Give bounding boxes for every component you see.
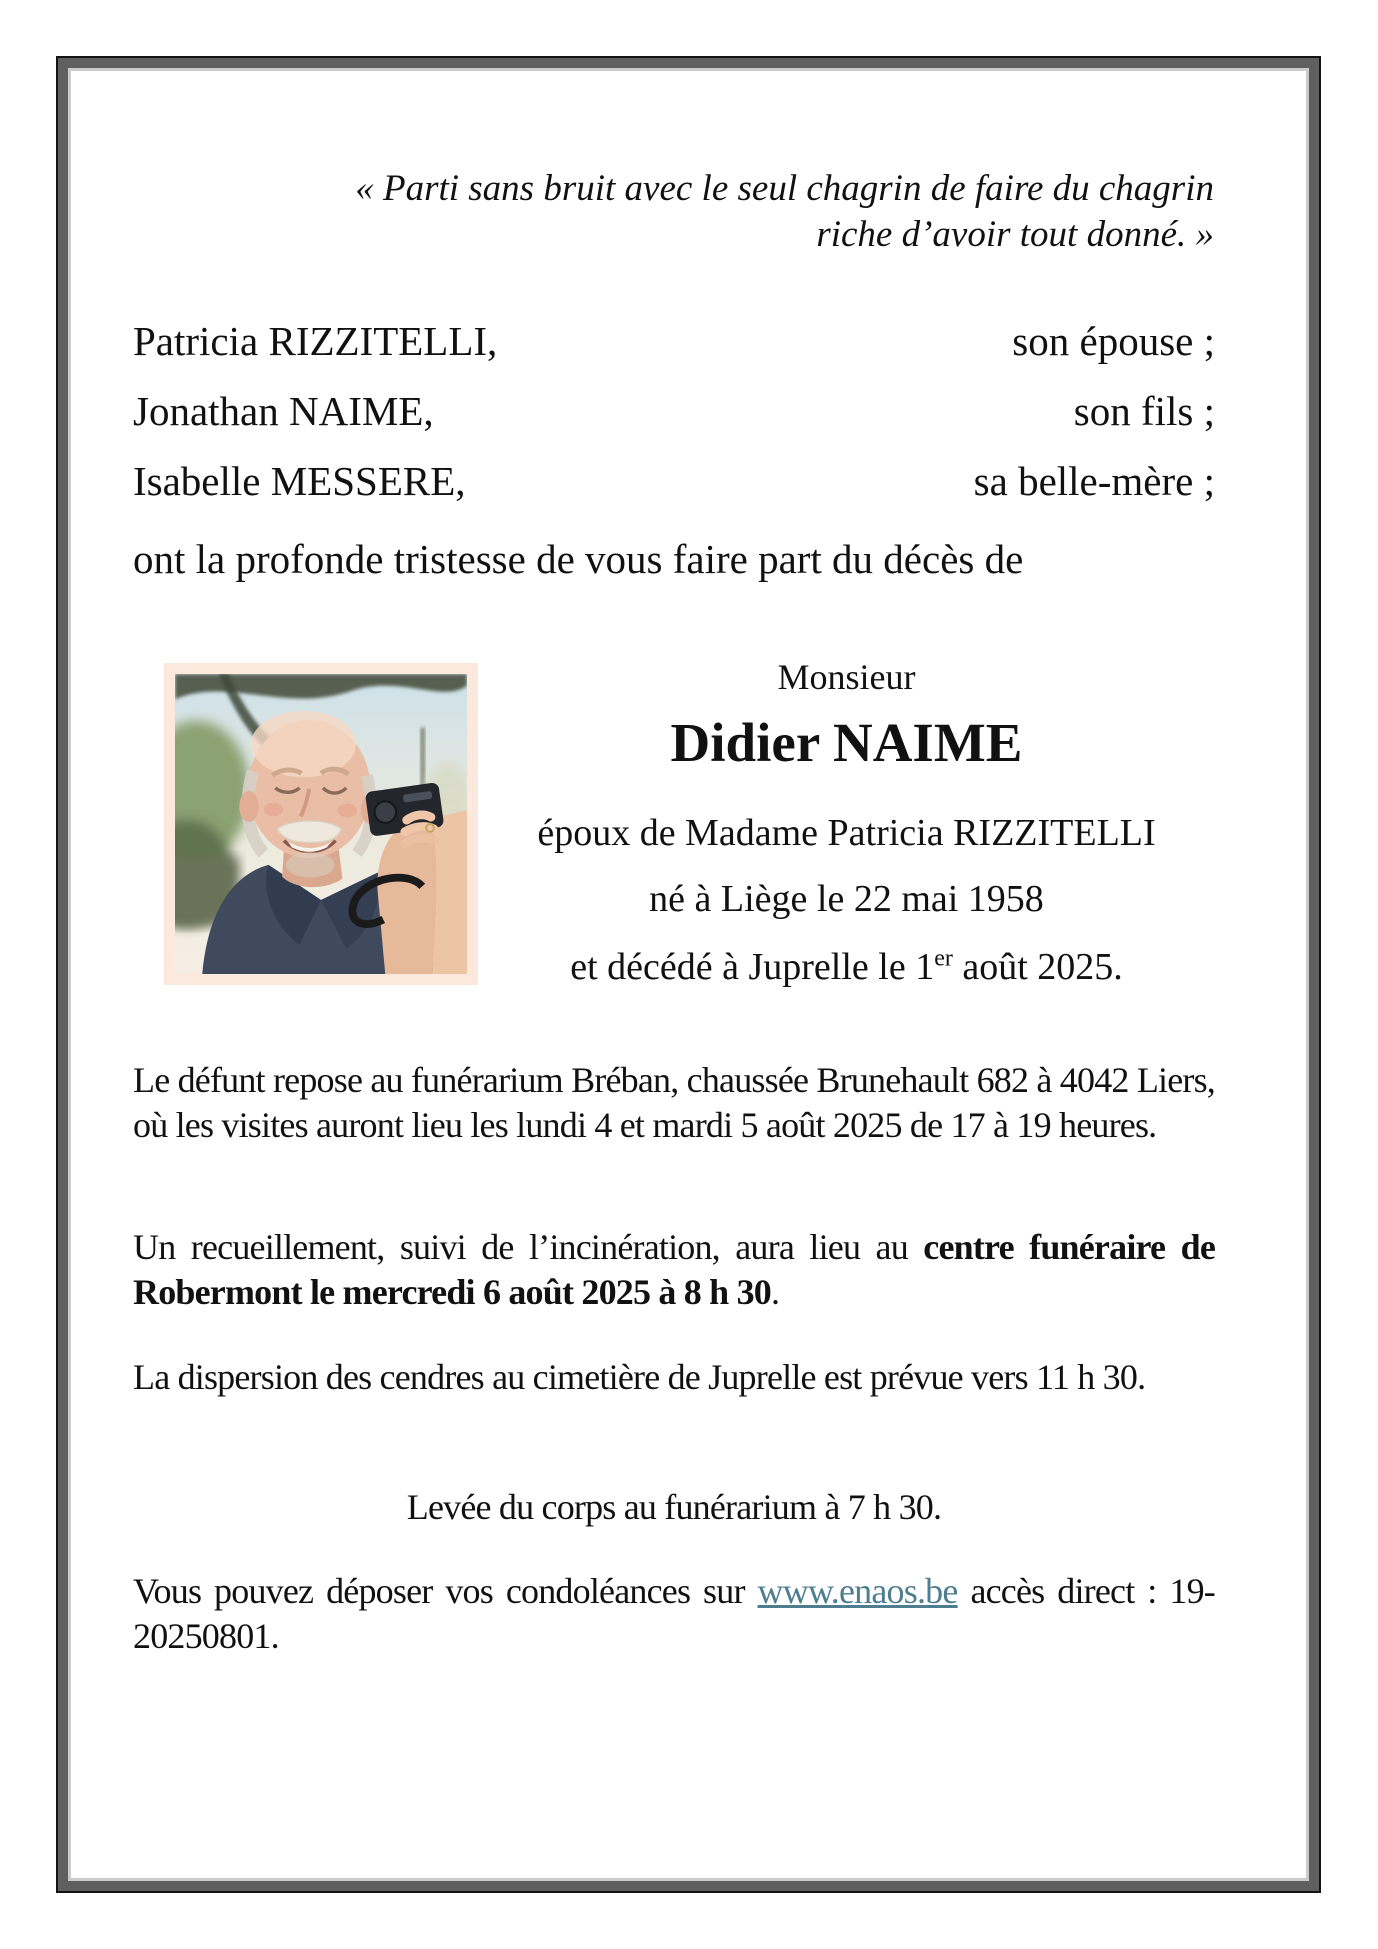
condolences-prefix: Vous pouvez déposer vos condoléances sur (133, 1571, 758, 1611)
recueillement-text: Un recueillement, suivi de l’incinération, aura lieu au (133, 1227, 924, 1267)
frame-gray-band (58, 58, 1319, 1891)
family-row (133, 317, 1215, 365)
family-member-name: Patricia RIZZITELLI, (133, 318, 498, 364)
portrait-photo (164, 663, 478, 985)
paragraph-dispersion: La dispersion des cendres au cimetière de Juprelle est prévue vers 11 h 30. (133, 1357, 1146, 1397)
recueillement-bold-text: centre funéraire de Robermont le mercredi 6 août 2025 à 8 h 30 (133, 1227, 1215, 1312)
ordinal-superscript: er (934, 945, 953, 972)
opening-quote (271, 166, 1214, 258)
deceased-spouse-line: époux de Madame Patricia RIZZITELLI (537, 812, 1156, 854)
family-member-relation: son épouse ; (1012, 318, 1215, 364)
enaos-website-link[interactable]: www.enaos.be (757, 1571, 958, 1611)
family-member-relation: sa belle-mère ; (973, 458, 1215, 504)
condolences-suffix: accès direct : 19-20250801. (133, 1571, 1215, 1656)
announcement-line: ont la profonde tristesse de vous faire part du décès de (133, 536, 1024, 582)
paragraph-repose: Le défunt repose au funérarium Bréban, chaussée Brunehault 682 à 4042 Liers, où les visites auront lieu les lundi 4 et mardi 5 août 2025 de 17 à 19 heures. (133, 1060, 1215, 1145)
card-content (71, 71, 1306, 1878)
paragraph-recueillement (133, 1225, 1215, 1315)
paragraph-condolences (133, 1569, 1215, 1659)
outer-frame (56, 56, 1321, 1893)
family-row (133, 387, 1215, 435)
quote-line-1: « Parti sans bruit avec le seul chagrin de faire du chagrin (355, 168, 1214, 209)
deceased-birth-line: né à Liège le 22 mai 1958 (649, 878, 1044, 920)
deceased-title: Monsieur (777, 657, 916, 697)
portrait-photo-illustration (175, 674, 467, 974)
family-member-name: Jonathan NAIME, (133, 388, 434, 434)
death-line-suffix: août 2025. (952, 946, 1123, 988)
deceased-identity-block (478, 655, 1215, 988)
family-member-name: Isabelle MESSERE, (133, 458, 466, 504)
family-member-relation: son fils ; (1073, 388, 1215, 434)
deceased-death-line (478, 944, 1215, 990)
family-row (133, 457, 1215, 505)
quote-line-2: riche d’avoir tout donné. » (816, 214, 1214, 255)
frame-inner-line (68, 68, 1309, 1881)
death-line-prefix: et décédé à Juprelle le 1 (570, 946, 935, 988)
recueillement-period: . (771, 1272, 780, 1312)
paragraph-levee-du-corps: Levée du corps au funérarium à 7 h 30. (406, 1487, 942, 1527)
deceased-name: Didier NAIME (670, 712, 1023, 773)
